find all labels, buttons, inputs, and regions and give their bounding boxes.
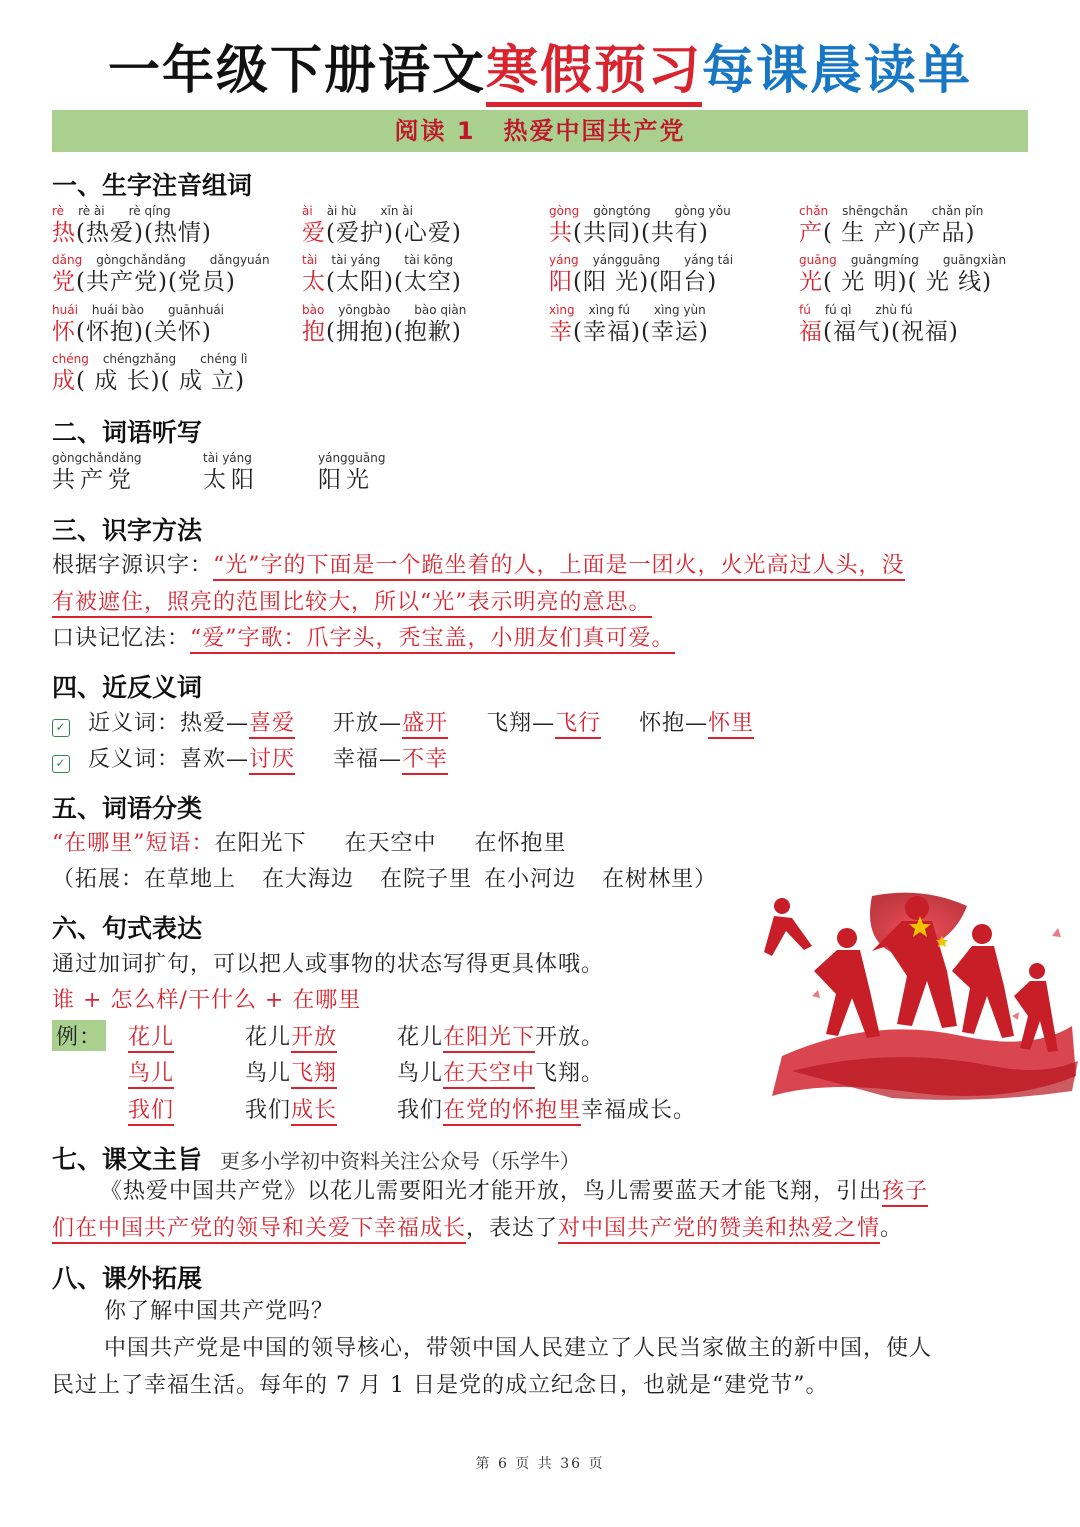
word2-pinyin: chéng lì — [200, 352, 248, 366]
word1-pinyin: ài hù — [326, 204, 357, 218]
compound-word-1: ( 光 明) — [823, 269, 908, 295]
char-pinyin: fú — [799, 303, 811, 317]
dictation-word — [318, 450, 385, 494]
extension-line — [52, 862, 717, 893]
lesson-banner — [52, 110, 1028, 152]
pinyin-row — [549, 302, 709, 318]
new-character: 共 — [549, 220, 573, 246]
new-character: 幸 — [549, 319, 573, 345]
mnemonic-line — [52, 621, 675, 652]
word1-pinyin: gòngchǎndǎng — [96, 253, 186, 267]
etymology-line-2 — [52, 585, 652, 616]
example-full — [397, 1093, 696, 1124]
example-label-text: 例： — [52, 1020, 106, 1051]
compound-word-1: ( 生 产) — [823, 220, 908, 246]
word1-pinyin: guāngmíng — [850, 253, 919, 267]
extension-question: 你了解中国共产党吗？ — [104, 1299, 335, 1324]
phrase: 在阳光下 — [214, 831, 307, 856]
example-action — [245, 1056, 337, 1087]
char-entry — [52, 252, 270, 296]
full-verb: 幸福成长。 — [581, 1098, 697, 1123]
section-1-heading: 一、生字注音组词 — [52, 171, 253, 200]
char-entry — [302, 302, 466, 346]
dictation-word — [203, 450, 259, 494]
phrase: 在大海边 — [262, 867, 355, 892]
word2-pinyin: gòng yǒu — [674, 204, 731, 218]
hanzi-row — [52, 367, 247, 395]
classify-line — [52, 826, 567, 857]
checkbox-icon: ✓ — [52, 755, 70, 773]
etymology-text-cont: 有被遮住，照亮的范围比较大，所以“光”表示明亮的意思。 — [52, 590, 652, 618]
classify-label: “在哪里”短语： — [52, 831, 215, 856]
hanzi-row — [302, 318, 466, 346]
word2-pinyin: zhù fú — [875, 303, 913, 317]
compound-word-1: (爱护) — [326, 220, 394, 246]
example-action — [245, 1020, 337, 1051]
full-place: 在阳光下 — [443, 1025, 535, 1053]
pinyin-row — [302, 252, 462, 268]
title-part-1: 一年级下册语文 — [107, 41, 486, 101]
synonym-answer: 怀里 — [708, 711, 754, 739]
page-title — [0, 28, 1080, 103]
compound-word-2: (共有) — [640, 220, 709, 246]
compound-word-2: (幸运) — [640, 319, 709, 345]
word1-pinyin: fú qì — [824, 303, 852, 317]
char-entry — [52, 351, 247, 395]
word2-pinyin: xìng yùn — [653, 303, 706, 317]
compound-word-2: (抱歉) — [393, 319, 462, 345]
dictation-pinyin: tài yáng — [203, 451, 252, 465]
new-character: 爱 — [302, 220, 326, 246]
word1-pinyin: yōngbào — [338, 303, 391, 317]
action-subject: 鸟儿 — [245, 1061, 292, 1086]
hanzi-row — [302, 219, 462, 247]
checkbox-icon: ✓ — [52, 719, 70, 737]
subject-word: 我们 — [128, 1098, 174, 1126]
compound-word-1: ( 成 长) — [76, 368, 161, 394]
synonym-word: 怀抱— — [639, 711, 709, 736]
char-pinyin: chéng — [52, 352, 89, 366]
full-subject: 鸟儿 — [397, 1061, 444, 1086]
dictation-hanzi: 阳光 — [318, 467, 374, 493]
hanzi-row — [52, 268, 270, 296]
example-label — [52, 1020, 134, 1051]
new-character: 太 — [302, 269, 326, 295]
char-entry — [549, 252, 733, 296]
new-character: 怀 — [52, 319, 76, 345]
section-7-title: 七、课文主旨 — [52, 1145, 203, 1174]
pinyin-row — [799, 302, 959, 318]
antonym-word: 幸福— — [333, 747, 403, 772]
extension-label: （拓展： — [52, 867, 145, 892]
word1-pinyin: yángguāng — [592, 253, 661, 267]
subject-word: 花儿 — [128, 1025, 174, 1053]
char-pinyin: bào — [302, 303, 325, 317]
theme-line-1 — [52, 1173, 1028, 1210]
hanzi-row — [549, 318, 709, 346]
dictation-hanzi: 太阳 — [203, 467, 259, 493]
compound-word-1: (热爱) — [76, 220, 144, 246]
etymology-line-1 — [52, 548, 905, 579]
antonym-word: 喜欢— — [180, 747, 250, 772]
word2-pinyin: xīn ài — [380, 204, 413, 218]
pinyin-row — [799, 252, 1006, 268]
extension-paragraph — [52, 1293, 1028, 1404]
title-part-2: 寒假预习 — [486, 41, 702, 107]
hanzi-row — [302, 268, 462, 296]
new-character: 阳 — [549, 269, 573, 295]
theme-paragraph — [52, 1173, 1028, 1247]
theme-text: 《热爱中国共产党》以花儿需要阳光才能开放，鸟儿需要蓝天才能飞翔，引出 — [100, 1179, 883, 1204]
theme-text: ，表达了 — [466, 1216, 559, 1241]
compound-word-1: (阳 光) — [573, 269, 650, 295]
compound-word-1: (共产党) — [76, 269, 168, 295]
theme-text: 。 — [880, 1216, 904, 1241]
compound-word-2: (党员) — [167, 269, 236, 295]
flag-children-illustration — [752, 876, 1080, 1106]
word1-pinyin: tài yáng — [331, 253, 381, 267]
word1-pinyin: shēngchǎn — [842, 204, 908, 218]
title-part-3: 每课晨读单 — [702, 41, 973, 101]
char-pinyin: gòng — [549, 204, 580, 218]
synonym-answer: 盛开 — [402, 711, 448, 739]
pinyin-row — [52, 203, 212, 219]
char-pinyin: chǎn — [799, 204, 829, 218]
section-8-heading: 八、课外拓展 — [52, 1264, 203, 1293]
char-entry — [302, 203, 462, 247]
pinyin-row — [799, 203, 983, 219]
char-pinyin: rè — [52, 204, 65, 218]
pinyin-row — [52, 302, 224, 318]
extension-text-2: 民过上了幸福生活。每年的 7 月 1 日是党的成立纪念日，也就是“建党节”。 — [52, 1373, 829, 1398]
char-pinyin: dǎng — [52, 253, 83, 267]
antonym-answer: 讨厌 — [249, 747, 295, 775]
word2-pinyin: guānhuái — [167, 303, 225, 317]
synonym-word: 开放— — [333, 711, 403, 736]
char-entry — [302, 252, 462, 296]
compound-word-2: (祝福) — [890, 319, 959, 345]
hanzi-row — [799, 318, 959, 346]
compound-word-2: (热情) — [143, 220, 212, 246]
section-7-heading — [52, 1140, 580, 1176]
example-full — [397, 1056, 604, 1087]
etymology-label: 根据字源识字： — [52, 553, 214, 578]
char-pinyin: ài — [302, 204, 313, 218]
theme-highlight: 孩子 — [882, 1179, 928, 1207]
dictation-word — [52, 450, 142, 494]
theme-line-2 — [52, 1210, 1028, 1247]
full-place: 在党的怀抱里 — [443, 1098, 581, 1126]
example-subject — [128, 1056, 174, 1087]
section-3-heading: 三、识字方法 — [52, 516, 203, 545]
pinyin-row — [52, 351, 247, 367]
synonym-answer: 飞行 — [555, 711, 601, 739]
char-entry — [52, 302, 224, 346]
pinyin-row — [549, 203, 731, 219]
word2-pinyin: dǎngyuán — [209, 253, 270, 267]
word2-pinyin: guāngxiàn — [942, 253, 1007, 267]
hanzi-row — [799, 219, 983, 247]
phrase: 在树林里） — [602, 867, 718, 892]
action-subject: 我们 — [245, 1098, 292, 1123]
antonym-label: 反义词： — [88, 747, 181, 772]
phrase: 在院子里 — [380, 867, 473, 892]
hanzi-row — [549, 219, 731, 247]
theme-highlight: 们在中国共产党的领导和关爱下幸福成长 — [52, 1216, 466, 1244]
example-subject — [128, 1020, 174, 1051]
section-5-heading: 五、词语分类 — [52, 794, 203, 823]
phrase: 在小河边 — [484, 867, 577, 892]
action-subject: 花儿 — [245, 1025, 292, 1050]
word2-pinyin: bào qiàn — [414, 303, 467, 317]
word1-pinyin: xìng fú — [588, 303, 630, 317]
example-action — [245, 1093, 337, 1124]
compound-word-2: ( 光 线) — [907, 269, 993, 295]
dictation-hanzi: 共产党 — [52, 467, 136, 493]
compound-word-2: ( 成 立) — [160, 368, 246, 394]
char-entry — [52, 203, 212, 247]
word1-pinyin: huái bào — [91, 303, 144, 317]
full-subject: 花儿 — [397, 1025, 444, 1050]
etymology-text: “光”字的下面是一个跪坐着的人，上面是一团火，火光高过人头，没 — [213, 553, 905, 581]
compound-word-2: (心爱) — [393, 220, 462, 246]
extension-text-1: 中国共产党是中国的领导核心，带领中国人民建立了人民当家做主的新中国，使人 — [104, 1336, 933, 1361]
action-verb: 成长 — [291, 1098, 337, 1126]
theme-highlight: 对中国共产党的赞美和热爱之情 — [558, 1216, 880, 1244]
mnemonic-label: 口诀记忆法： — [52, 626, 191, 651]
dictation-pinyin: gòngchǎndǎng — [52, 451, 142, 465]
lesson-number: 阅读 1 — [394, 117, 476, 145]
dictation-pinyin: yángguāng — [318, 451, 386, 465]
word2-pinyin: yáng tái — [684, 253, 734, 267]
char-entry — [799, 302, 959, 346]
phrase: 在草地上 — [144, 867, 237, 892]
word1-pinyin: rè ài — [78, 204, 105, 218]
synonym-answer: 喜爱 — [249, 711, 295, 739]
char-entry — [549, 302, 709, 346]
char-pinyin: tài — [302, 253, 318, 267]
new-character: 福 — [799, 319, 823, 345]
compound-word-2: (产品) — [907, 220, 976, 246]
promo-note: 更多小学初中资料关注公众号（乐学牛） — [220, 1149, 581, 1173]
compound-word-2: (关怀) — [143, 319, 212, 345]
char-pinyin: guāng — [799, 253, 837, 267]
pinyin-row — [302, 203, 462, 219]
new-character: 光 — [799, 269, 823, 295]
compound-word-1: (怀抱) — [76, 319, 144, 345]
full-verb: 飞翔。 — [535, 1061, 605, 1086]
char-entry — [799, 203, 983, 247]
hanzi-row — [549, 268, 733, 296]
action-verb: 飞翔 — [291, 1061, 337, 1089]
char-pinyin: yáng — [549, 253, 579, 267]
new-character: 抱 — [302, 319, 326, 345]
sentence-formula: 谁 + 怎么样/干什么 + 在哪里 — [52, 988, 362, 1013]
word2-pinyin: rè qíng — [128, 204, 171, 218]
compound-word-1: (共同) — [573, 220, 641, 246]
char-pinyin: huái — [52, 303, 78, 317]
hanzi-row — [52, 219, 212, 247]
section-4-heading: 四、近反义词 — [52, 673, 203, 702]
word1-pinyin: chéngzhǎng — [102, 352, 177, 366]
subject-word: 鸟儿 — [128, 1061, 174, 1089]
char-entry — [799, 252, 1006, 296]
pinyin-row — [52, 252, 270, 268]
hanzi-row — [52, 318, 224, 346]
example-subject — [128, 1093, 174, 1124]
synonym-word: 飞翔— — [486, 711, 556, 736]
page-number: 第 6 页 共 36 页 — [475, 1456, 605, 1472]
new-character: 党 — [52, 269, 76, 295]
compound-word-2: (阳台) — [649, 269, 718, 295]
char-entry — [549, 203, 731, 247]
new-character: 产 — [799, 220, 823, 246]
full-place: 在天空中 — [443, 1061, 535, 1089]
synonym-label: 近义词： — [88, 711, 181, 736]
section-2-heading: 二、词语听写 — [52, 418, 203, 447]
hanzi-row — [799, 268, 1006, 296]
compound-word-1: (福气) — [823, 319, 891, 345]
synonym-word: 热爱— — [180, 711, 250, 736]
lesson-name: 热爱中国共产党 — [503, 117, 686, 145]
compound-word-1: (幸福) — [573, 319, 641, 345]
section-6-heading: 六、句式表达 — [52, 914, 203, 943]
synonym-line — [52, 706, 754, 737]
antonym-line — [52, 742, 448, 773]
new-character: 热 — [52, 220, 76, 246]
char-pinyin: xìng — [549, 303, 575, 317]
full-verb: 开放。 — [535, 1025, 605, 1050]
new-character: 成 — [52, 368, 76, 394]
example-full — [397, 1020, 604, 1051]
phrase: 在天空中 — [344, 831, 437, 856]
word2-pinyin: tài kōng — [404, 253, 454, 267]
compound-word-1: (拥抱) — [326, 319, 394, 345]
word1-pinyin: gòngtóng — [593, 204, 651, 218]
phrase: 在怀抱里 — [474, 831, 567, 856]
pinyin-row — [549, 252, 733, 268]
full-subject: 我们 — [397, 1098, 444, 1123]
pinyin-row — [302, 302, 466, 318]
expand-intro: 通过加词扩句，可以把人或事物的状态写得更具体哦。 — [52, 952, 605, 977]
compound-word-1: (太阳) — [326, 269, 394, 295]
antonym-answer: 不幸 — [402, 747, 448, 775]
action-verb: 开放 — [291, 1025, 337, 1053]
mnemonic-text: “爱”字歌：爪字头，秃宝盖，小朋友们真可爱。 — [190, 626, 675, 654]
word2-pinyin: chǎn pǐn — [931, 204, 984, 218]
compound-word-2: (太空) — [393, 269, 462, 295]
